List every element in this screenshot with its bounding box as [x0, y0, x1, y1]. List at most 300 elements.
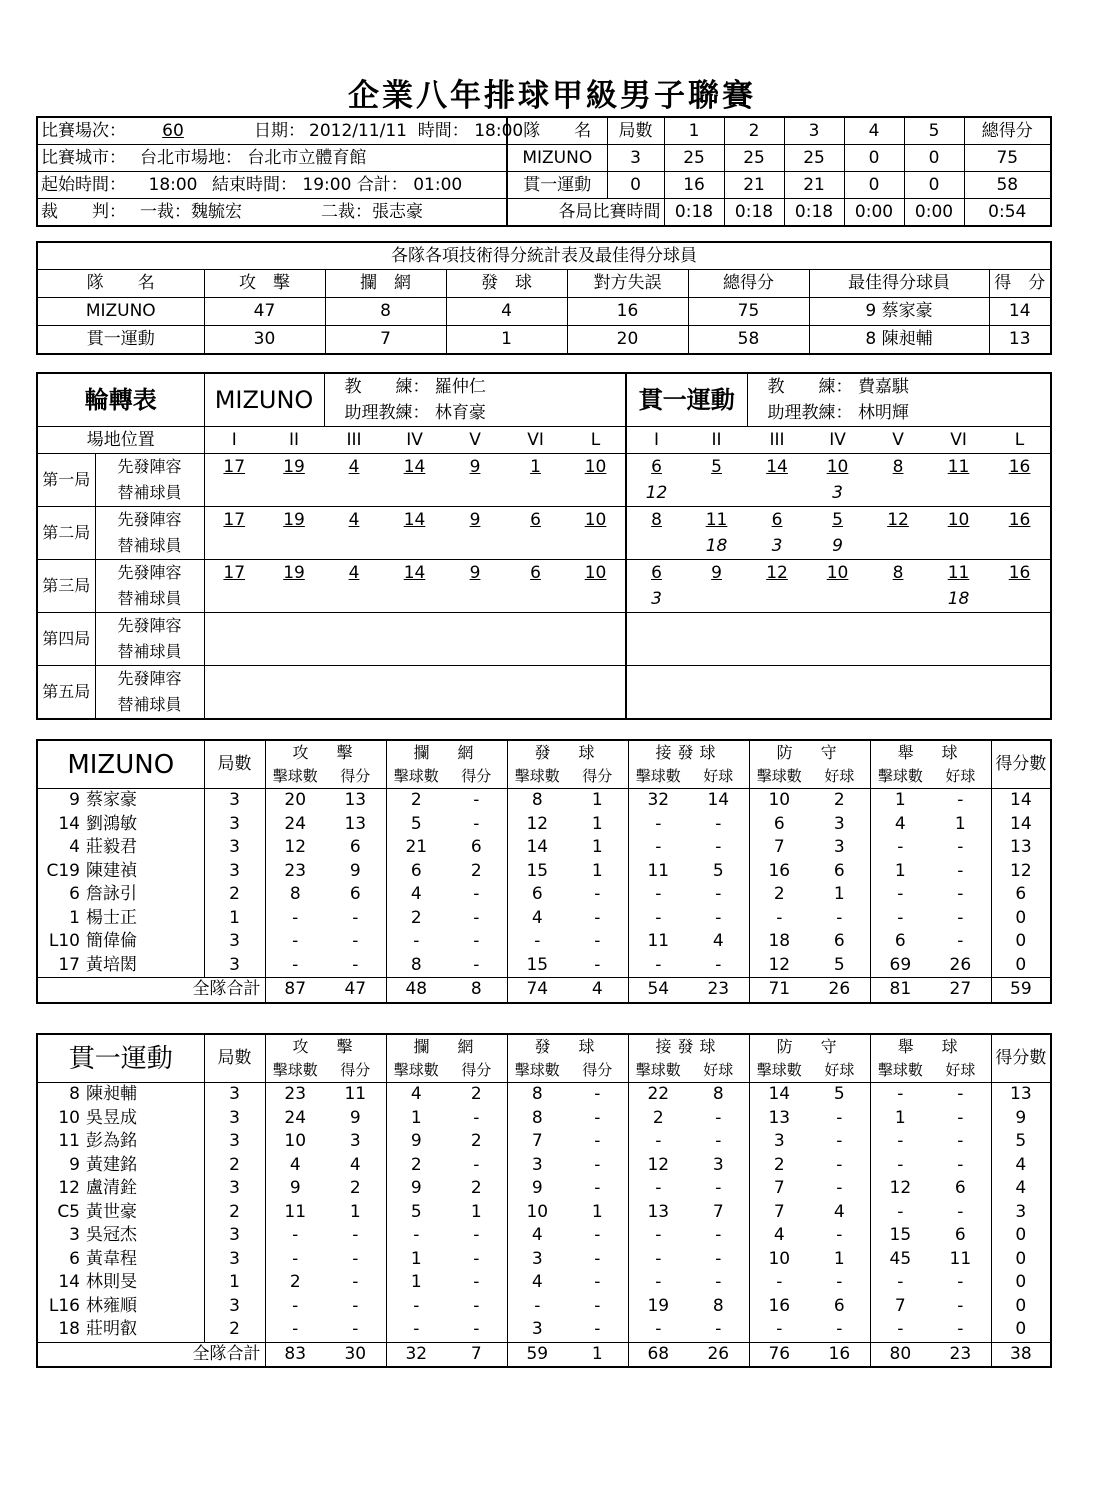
- ref1: 一裁：魏毓宏: [140, 199, 309, 227]
- total-cell: 59: [991, 978, 1051, 1003]
- sub-header: 擊球數: [749, 1059, 809, 1083]
- sub-number: [686, 480, 747, 507]
- stat-cell: 1: [833, 884, 845, 905]
- sub-number: [264, 586, 324, 613]
- starter-number: 12: [868, 507, 928, 534]
- stat-cell: 8: [386, 954, 446, 978]
- sub-header: 擊球數: [386, 765, 446, 789]
- player-name: 9 蔡家豪: [37, 789, 204, 813]
- stat-cell: 2: [628, 1107, 688, 1131]
- sub-number: [505, 480, 566, 507]
- stat-cell: 2: [386, 907, 446, 931]
- starter-number: 12: [747, 560, 807, 587]
- stat-cell: -: [473, 813, 480, 834]
- stat-cell: 9: [991, 1107, 1051, 1131]
- set-time-3: 0:18: [784, 199, 844, 227]
- sub-number: [686, 639, 747, 666]
- tech-cell: MIZUNO: [37, 298, 204, 326]
- stat-cell: 20: [265, 789, 325, 813]
- stat-cell: 12: [507, 813, 567, 837]
- stat-cell: 4: [712, 931, 724, 952]
- sub-number: [868, 480, 928, 507]
- stat-cell: -: [473, 954, 480, 975]
- sub-label: 替補球員: [95, 692, 204, 719]
- team-a-set2: 25: [724, 145, 784, 172]
- player-name: 4 莊毅君: [69, 837, 137, 858]
- sub-number: [928, 533, 989, 560]
- stat-cell: -: [352, 907, 359, 928]
- starter-number: 17: [204, 507, 264, 534]
- starter-number: [445, 666, 505, 693]
- stat-cell: 3: [204, 813, 265, 837]
- group-header: 防 守: [749, 1034, 870, 1059]
- player-row: [37, 930, 1051, 954]
- stat-cell: 1: [204, 907, 265, 931]
- team-name: 貫一運動: [68, 1043, 173, 1074]
- stat-cell: 13: [344, 813, 367, 834]
- stat-cell: -: [836, 1178, 843, 1199]
- starter-number: 16: [989, 560, 1051, 587]
- stat-cell: 0: [991, 954, 1051, 978]
- sub-header: 擊球數: [265, 765, 325, 789]
- score-header-1: 1: [664, 117, 724, 145]
- sub-number: [928, 639, 989, 666]
- stat-cell: 2: [349, 1178, 361, 1199]
- sub-number: [566, 586, 626, 613]
- stat-cell: 0: [991, 907, 1051, 931]
- sub-header: 好球: [824, 1060, 855, 1079]
- sub-header: 擊球數: [628, 1059, 688, 1083]
- starter-number: 4: [324, 507, 384, 534]
- rotation-sub-row: [37, 533, 1051, 560]
- score-header-4: 4: [844, 117, 904, 145]
- stat-cell: -: [265, 1318, 325, 1342]
- stat-cell: 3: [204, 1177, 265, 1201]
- stat-cell: 3: [204, 1224, 265, 1248]
- stat-cell: 2: [470, 1131, 482, 1152]
- starter-number: [324, 666, 384, 693]
- stat-cell: 4: [386, 1083, 446, 1107]
- total-label: 全隊合計: [37, 1342, 265, 1367]
- total-cell: 8: [446, 978, 507, 1003]
- team-a-sets: 3: [607, 145, 664, 172]
- start-time: 18:00: [140, 172, 206, 199]
- stat-cell: 1: [386, 1107, 446, 1131]
- stat-cell: -: [265, 1295, 325, 1319]
- starter-number: 6: [747, 507, 807, 534]
- tech-cell: 47: [204, 298, 325, 326]
- stat-cell: -: [749, 1271, 809, 1295]
- sub-number: 18: [705, 535, 728, 556]
- starter-number: 10: [566, 454, 626, 481]
- rotation-sub-row: [37, 692, 1051, 719]
- player-row: [37, 954, 1051, 978]
- group-header: 發 球: [507, 740, 628, 765]
- stat-cell: -: [749, 1318, 809, 1342]
- stat-cell: 15: [870, 1224, 930, 1248]
- sub-number: [264, 533, 324, 560]
- tech-cell: 13: [989, 326, 1051, 355]
- starter-number: [264, 666, 324, 693]
- stat-cell: -: [715, 954, 722, 975]
- stat-cell: 7: [749, 836, 809, 860]
- sub-number: [505, 586, 566, 613]
- rotation-set-row: [37, 613, 1051, 640]
- starter-number: 8: [868, 560, 928, 587]
- total-cell: 87: [265, 978, 325, 1003]
- stat-cell: 16: [749, 860, 809, 884]
- stat-cell: 1: [870, 860, 930, 884]
- starter-number: [566, 666, 626, 693]
- set-time-2: 0:18: [724, 199, 784, 227]
- player-name: 6 黃韋程: [69, 1248, 137, 1269]
- tech-header: 發 球: [446, 270, 567, 298]
- starter-number: 6: [626, 454, 686, 481]
- starter-number: 16: [989, 507, 1051, 534]
- stat-cell: -: [715, 1131, 722, 1152]
- stat-cell: -: [957, 860, 964, 881]
- starter-number: 19: [264, 507, 324, 534]
- tech-header: 對方失誤: [567, 270, 688, 298]
- stat-cell: 2: [204, 1318, 265, 1342]
- ref-label: 裁 判：: [37, 199, 140, 227]
- tech-caption: 各隊各項技術得分統計表及最佳得分球員: [37, 242, 1051, 270]
- starter-number: [686, 666, 747, 693]
- stat-cell: 12: [870, 1177, 930, 1201]
- stat-cell: 10: [265, 1130, 325, 1154]
- stat-cell: 7: [712, 1201, 724, 1222]
- stat-cell: 3: [507, 1154, 567, 1178]
- sub-header: 得分: [461, 766, 492, 785]
- player-name: 14 劉鴻敏: [58, 813, 137, 834]
- position: V: [445, 427, 505, 454]
- player-row: [37, 836, 1051, 860]
- starter-number: [868, 666, 928, 693]
- stat-cell: 8: [688, 1083, 749, 1107]
- sub-number: [384, 480, 445, 507]
- starter-number: 14: [384, 560, 445, 587]
- stat-cell: 1: [870, 789, 930, 813]
- stat-cell: 1: [833, 1248, 845, 1269]
- stat-cell: -: [594, 1319, 601, 1340]
- stat-cell: 6: [870, 930, 930, 954]
- total-cell: 71: [749, 978, 809, 1003]
- set-name: 第三局: [37, 560, 95, 613]
- sub-number: [626, 639, 686, 666]
- sub-number: [989, 692, 1051, 719]
- stat-cell: 2: [470, 1178, 482, 1199]
- stat-cell: 0: [991, 1318, 1051, 1342]
- starter-label: 先發陣容: [95, 613, 204, 640]
- stat-cell: 3: [204, 954, 265, 978]
- sub-number: [928, 692, 989, 719]
- stat-cell: 6: [833, 931, 845, 952]
- sub-header: 得分: [582, 1060, 613, 1079]
- team-b-assistant: 助理教練： 林明輝: [767, 402, 909, 423]
- stat-cell: -: [265, 954, 325, 978]
- stat-cell: 4: [507, 907, 567, 931]
- sub-number: [989, 480, 1051, 507]
- sub-number: [686, 586, 747, 613]
- team-a-set4: 0: [844, 145, 904, 172]
- stat-cell: -: [386, 930, 446, 954]
- total-cell: 80: [870, 1342, 930, 1367]
- total-cell: 59: [507, 1342, 567, 1367]
- sub-number: [204, 533, 264, 560]
- stat-cell: 0: [991, 1271, 1051, 1295]
- stat-cell: -: [352, 1319, 359, 1340]
- position: IV: [807, 427, 868, 454]
- stat-cell: -: [715, 1225, 722, 1246]
- stat-cell: -: [836, 1107, 843, 1128]
- stat-cell: 11: [628, 930, 688, 954]
- sub-number: [566, 639, 626, 666]
- stat-cell: -: [870, 1154, 930, 1178]
- sub-number: [566, 533, 626, 560]
- player-name: C19 陳建禎: [46, 860, 137, 881]
- stat-cell: 5: [809, 1083, 870, 1107]
- set-name: 第一局: [37, 454, 95, 507]
- player-row: [37, 789, 1051, 813]
- starter-number: 1: [505, 454, 566, 481]
- stat-cell: 14: [991, 813, 1051, 837]
- tech-cell: 8 陳昶輔: [809, 326, 989, 355]
- stat-cell: 5: [991, 1130, 1051, 1154]
- sub-number: [566, 692, 626, 719]
- stat-cell: 19: [628, 1295, 688, 1319]
- stat-cell: 5: [833, 954, 845, 975]
- position: L: [566, 427, 626, 454]
- starter-number: 14: [384, 454, 445, 481]
- stat-cell: 5: [386, 1201, 446, 1225]
- tech-row: [37, 298, 1051, 326]
- stat-cell: -: [567, 1083, 628, 1107]
- stat-cell: -: [352, 1225, 359, 1246]
- mizuno-stats-table: [36, 739, 1052, 1004]
- stat-cell: -: [473, 1154, 480, 1175]
- sub-header: 擊球數: [749, 765, 809, 789]
- stat-cell: 1: [349, 1201, 361, 1222]
- stat-cell: -: [594, 1131, 601, 1152]
- score-header-total: 總得分: [964, 117, 1051, 145]
- team-name: MIZUNO: [67, 749, 175, 780]
- starter-number: 10: [807, 560, 868, 587]
- stat-cell: 12: [749, 954, 809, 978]
- sub-header: 擊球數: [870, 765, 930, 789]
- rotation-set-row: [37, 666, 1051, 693]
- stat-cell: -: [594, 884, 601, 905]
- sub-number: [868, 692, 928, 719]
- stat-cell: -: [265, 907, 325, 931]
- stat-cell: -: [957, 1319, 964, 1340]
- stat-cell: -: [715, 907, 722, 928]
- sub-number: [445, 533, 505, 560]
- stat-cell: -: [507, 1295, 567, 1319]
- stat-cell: 5: [386, 813, 446, 837]
- stat-cell: -: [870, 1271, 930, 1295]
- starter-number: 9: [445, 560, 505, 587]
- stat-cell: -: [473, 1295, 480, 1316]
- tech-cell: 16: [567, 298, 688, 326]
- sub-number: [989, 639, 1051, 666]
- stat-cell: -: [715, 1107, 722, 1128]
- stat-cell: -: [957, 1131, 964, 1152]
- starter-label: 先發陣容: [95, 507, 204, 534]
- stat-cell: 69: [870, 954, 930, 978]
- sub-number: [384, 586, 445, 613]
- stat-cell: -: [386, 1318, 446, 1342]
- stat-cell: -: [265, 930, 325, 954]
- stat-cell: -: [473, 1272, 480, 1293]
- set-name: 第四局: [37, 613, 95, 666]
- sub-header: 好球: [945, 1060, 976, 1079]
- stat-cell: -: [715, 884, 722, 905]
- player-name: 10 吳昱成: [58, 1107, 137, 1128]
- starter-number: [384, 666, 445, 693]
- stat-cell: 6: [954, 1225, 966, 1246]
- stat-cell: -: [749, 907, 809, 931]
- position: III: [324, 427, 384, 454]
- starter-number: 5: [807, 507, 868, 534]
- rotation-set-row: [37, 560, 1051, 587]
- stat-cell: -: [957, 1295, 964, 1316]
- stat-cell: 32: [628, 789, 688, 813]
- starter-number: 11: [686, 507, 747, 534]
- position-label: 場地位置: [37, 427, 204, 454]
- stat-cell: 0: [991, 1248, 1051, 1272]
- stat-cell: -: [473, 884, 480, 905]
- stat-cell: -: [715, 1272, 722, 1293]
- date-time: 2012/11/11 時間： 18:00: [309, 120, 524, 141]
- player-row: [37, 907, 1051, 931]
- stat-cell: 24: [265, 813, 325, 837]
- match-no: 60: [162, 120, 184, 141]
- tech-cell: 75: [688, 298, 809, 326]
- stat-cell: 12: [628, 1154, 688, 1178]
- stat-cell: -: [870, 907, 930, 931]
- stat-cell: -: [836, 1319, 843, 1340]
- starter-number: [204, 666, 264, 693]
- player-row: [37, 1318, 1051, 1342]
- stat-cell: 2: [204, 1201, 265, 1225]
- total-cell: 68: [628, 1342, 688, 1367]
- stat-cell: 18: [749, 930, 809, 954]
- stat-cell: 9: [265, 1177, 325, 1201]
- stat-cell: 2: [749, 883, 809, 907]
- stat-cell: 10: [507, 1201, 567, 1225]
- rotation-set-row: [37, 507, 1051, 534]
- sub-number: [384, 639, 445, 666]
- stat-cell: 23: [265, 860, 325, 884]
- stat-cell: 11: [628, 860, 688, 884]
- stat-cell: -: [628, 1177, 688, 1201]
- position: VI: [928, 427, 989, 454]
- player-row: [37, 1248, 1051, 1272]
- stat-cell: 11: [949, 1248, 972, 1269]
- sub-number: [807, 692, 868, 719]
- group-header: 舉 球: [870, 1034, 991, 1059]
- stat-cell: 9: [507, 1177, 567, 1201]
- stat-cell: 21: [386, 836, 446, 860]
- starter-number: [989, 613, 1051, 640]
- stat-cell: 4: [870, 813, 930, 837]
- player-name: C5 黃世豪: [57, 1201, 137, 1222]
- sub-number: [747, 639, 807, 666]
- team-b-set5: 0: [904, 172, 964, 199]
- team-b-total: 58: [964, 172, 1051, 199]
- group-header: 攔 網: [386, 1034, 507, 1059]
- stat-cell: 3: [833, 813, 845, 834]
- player-name: 18 莊明叡: [58, 1319, 137, 1340]
- sub-number: [747, 692, 807, 719]
- rotation-team-a: MIZUNO: [204, 373, 324, 427]
- position: II: [264, 427, 324, 454]
- sub-number: 9: [832, 535, 843, 556]
- group-header: 接發球: [628, 740, 749, 765]
- stat-cell: 4: [349, 1154, 361, 1175]
- stat-cell: 10: [749, 1248, 809, 1272]
- starter-label: 先發陣容: [95, 560, 204, 587]
- stat-cell: -: [930, 1083, 991, 1107]
- sub-number: [324, 639, 384, 666]
- stat-cell: 11: [325, 1083, 386, 1107]
- score-header-team: 隊 名: [507, 117, 607, 145]
- sub-number: [445, 692, 505, 719]
- stat-cell: 9: [386, 1130, 446, 1154]
- sub-number: [747, 586, 807, 613]
- starter-number: 5: [686, 454, 747, 481]
- tech-stats-table: [36, 241, 1052, 355]
- starter-number: [505, 666, 566, 693]
- sub-number: [807, 586, 868, 613]
- total-label: 全隊合計: [37, 978, 265, 1003]
- total-cell: 83: [265, 1342, 325, 1367]
- stat-cell: -: [352, 954, 359, 975]
- starter-number: [626, 613, 686, 640]
- set-name: 第五局: [37, 666, 95, 720]
- sub-header: 得分: [340, 766, 371, 785]
- points-header: 得分數: [991, 740, 1051, 789]
- stat-cell: -: [836, 1131, 843, 1152]
- stat-cell: -: [957, 907, 964, 928]
- total-cell: 16: [809, 1342, 870, 1367]
- stat-cell: 6: [349, 884, 361, 905]
- stat-cell: -: [870, 1083, 930, 1107]
- tech-cell: 9 蔡家豪: [809, 298, 989, 326]
- player-name: 3 吳冠杰: [69, 1225, 137, 1246]
- stat-cell: 14: [507, 836, 567, 860]
- rotation-title: 輪轉表: [84, 386, 157, 414]
- tech-row: [37, 326, 1051, 355]
- end-total: 結束時間： 19:00 合計： 01:00: [206, 172, 507, 199]
- rotation-set-row: [37, 454, 1051, 481]
- stat-cell: 6: [749, 813, 809, 837]
- guanyi-stats-table: [36, 1033, 1052, 1368]
- total-cell: 32: [386, 1342, 446, 1367]
- stat-cell: -: [628, 1248, 688, 1272]
- stat-cell: 0: [991, 930, 1051, 954]
- sub-number: [445, 586, 505, 613]
- starter-number: 10: [566, 507, 626, 534]
- player-name: 12 盧清銓: [58, 1178, 137, 1199]
- sub-label: 替補球員: [95, 480, 204, 507]
- stat-cell: 1: [591, 837, 603, 858]
- total-cell: 81: [870, 978, 930, 1003]
- match-info-table: [36, 116, 1052, 227]
- sub-number: [686, 692, 747, 719]
- group-header: 接發球: [628, 1034, 749, 1059]
- player-name: 9 黃建銘: [69, 1154, 137, 1175]
